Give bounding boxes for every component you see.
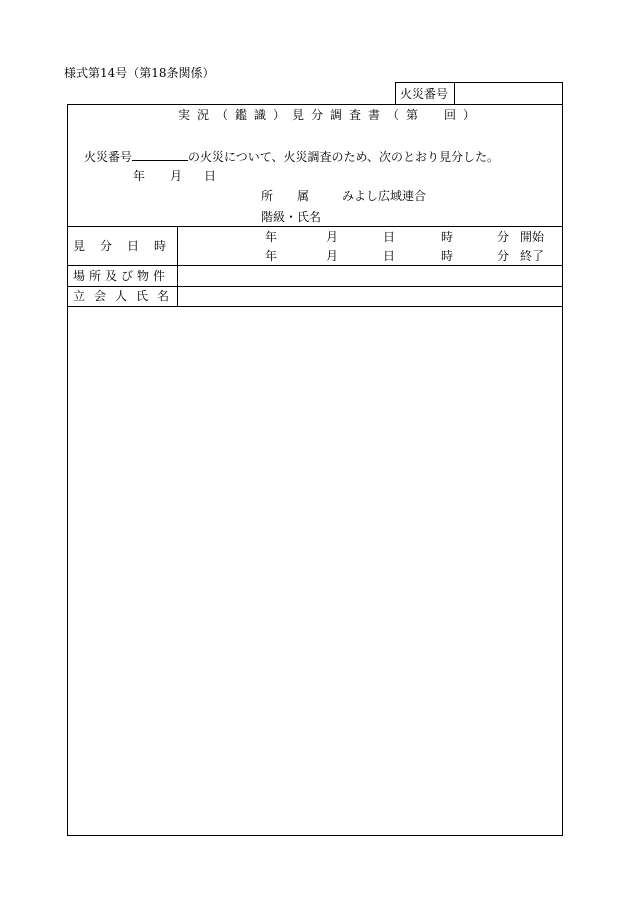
end-hour-unit: 時 bbox=[441, 249, 454, 263]
date-year: 年 bbox=[133, 169, 146, 183]
fire-number-box-divider bbox=[454, 82, 455, 105]
start-month-unit: 月 bbox=[326, 230, 339, 244]
row-divider-1 bbox=[67, 265, 563, 266]
place-object-value[interactable] bbox=[183, 269, 557, 283]
fire-number-box-divider-left bbox=[395, 82, 396, 105]
start-minute-unit: 分 bbox=[497, 230, 510, 244]
inspection-datetime-label: 見分日時 bbox=[73, 239, 182, 253]
date-month: 月 bbox=[170, 169, 183, 183]
end-month-unit: 月 bbox=[326, 249, 339, 263]
place-object-label: 場所及び物件 bbox=[73, 269, 170, 283]
start-label: 開始 bbox=[520, 230, 545, 244]
intro-suffix: の火災について、火災調査のため、次のとおり見分した。 bbox=[188, 150, 500, 164]
table-top-line bbox=[67, 226, 563, 227]
end-minute-unit: 分 bbox=[497, 249, 510, 263]
start-hour-unit: 時 bbox=[441, 230, 454, 244]
intro-prefix: 火災番号 bbox=[84, 150, 133, 164]
free-writing-area[interactable] bbox=[68, 307, 562, 835]
rank-name-value[interactable] bbox=[324, 210, 554, 224]
form-number-label: 様式第14号（第18条関係） bbox=[64, 66, 215, 80]
affiliation-value: みよし広域連合 bbox=[342, 189, 427, 203]
start-day-unit: 日 bbox=[383, 230, 396, 244]
row-divider-2 bbox=[67, 286, 563, 287]
fire-number-box-label: 火災番号 bbox=[400, 87, 449, 101]
fire-number-blank[interactable] bbox=[132, 149, 188, 161]
end-year-unit: 年 bbox=[265, 249, 278, 263]
witness-value[interactable] bbox=[183, 289, 557, 303]
affiliation-label: 所 属 bbox=[261, 189, 310, 203]
start-year-unit: 年 bbox=[265, 230, 278, 244]
witness-label: 立会人氏名 bbox=[73, 289, 179, 303]
fire-number-box-value[interactable] bbox=[460, 87, 558, 101]
form-title: 実況（鑑識）見分調査書（第 回） bbox=[178, 108, 483, 122]
end-day-unit: 日 bbox=[383, 249, 396, 263]
date-day: 日 bbox=[204, 169, 217, 183]
intro-sentence bbox=[84, 149, 499, 164]
end-label: 終了 bbox=[520, 249, 545, 263]
rank-name-label: 階級・氏名 bbox=[261, 210, 322, 224]
